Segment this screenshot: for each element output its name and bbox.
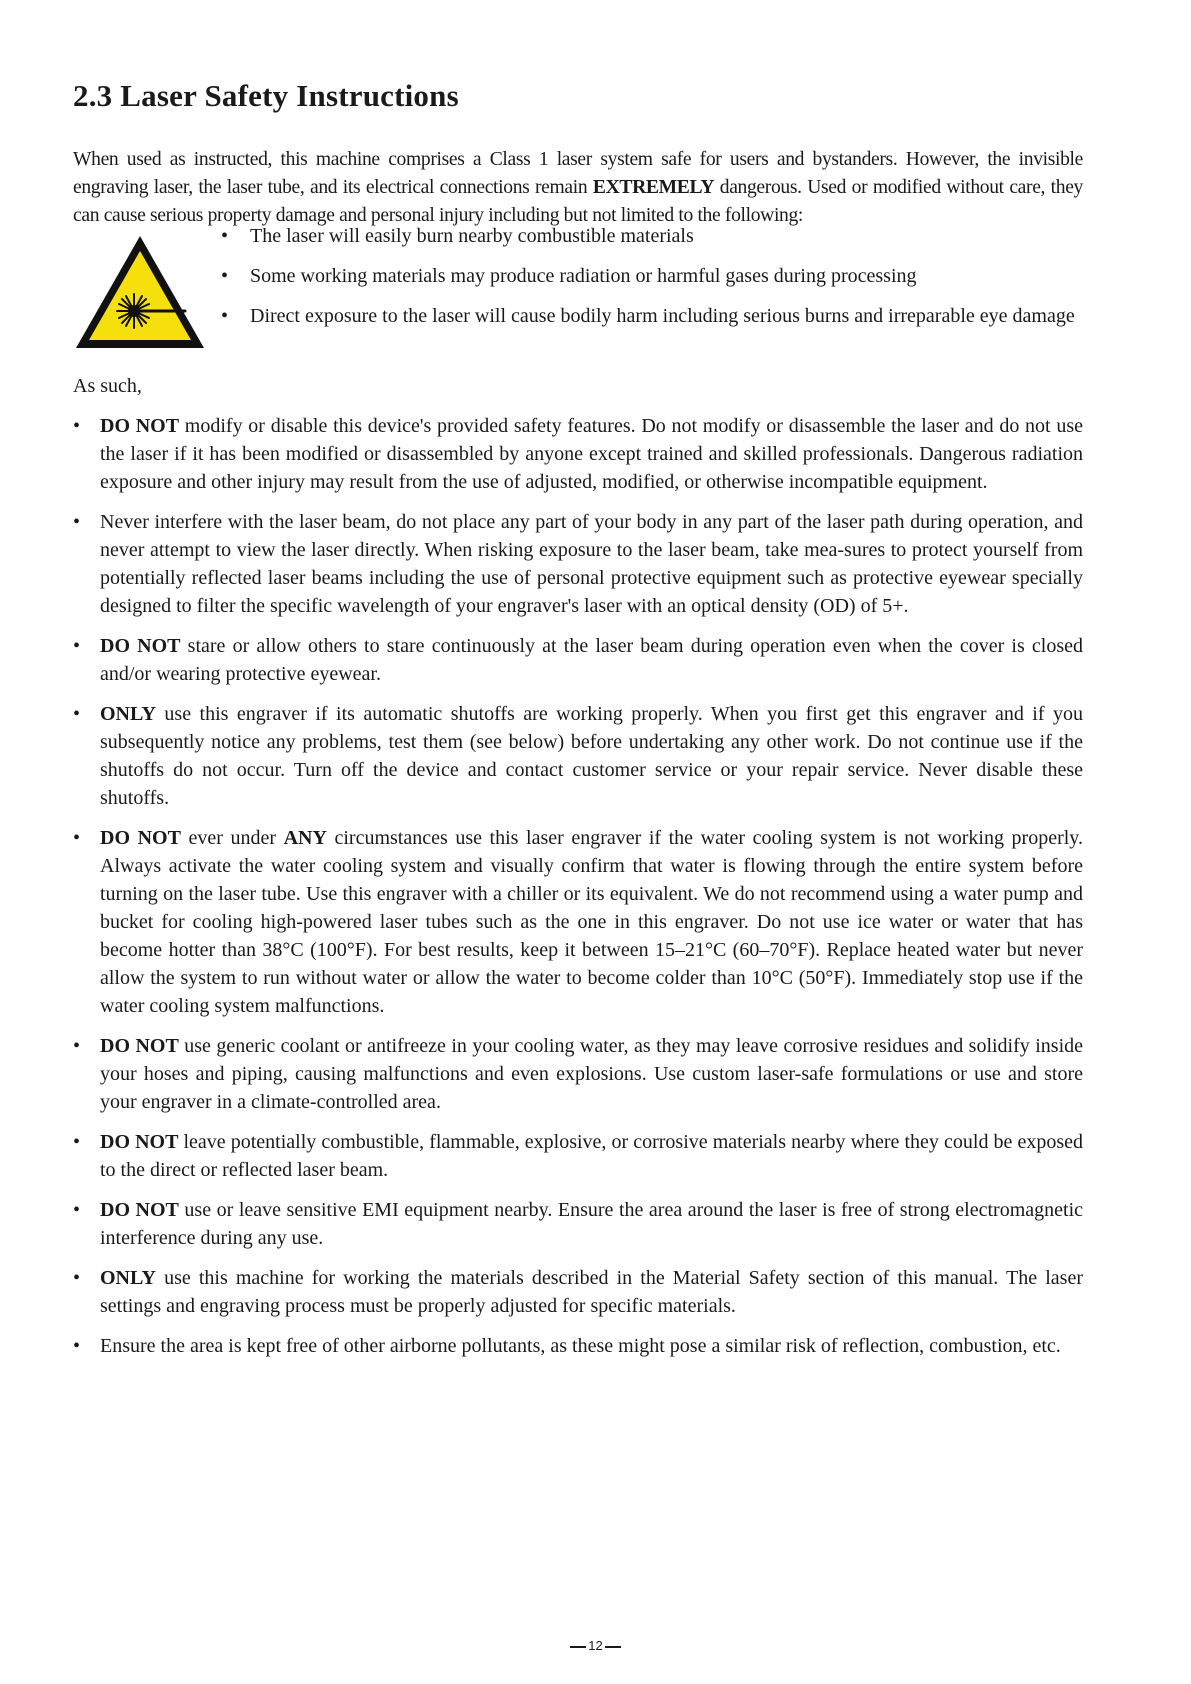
rule-item: [73, 700, 1083, 812]
rule-lead: DO NOT: [100, 635, 181, 657]
rule-lead: ONLY: [100, 703, 156, 725]
rule-item: [73, 1032, 1083, 1116]
rule-item: [73, 824, 1083, 1020]
rule-item: [73, 1332, 1083, 1360]
rule-text-continued: circumstances use this laser engraver if the water cooling system is not working properly. Always activate the water cooling system and visually confirm that water is flowing through the entire system before turning on the laser tube. Use this engraver with a chiller or its equivalent. We do not recommend using a water pump and bucket for cooling high-powered laser tubes such as the one in this engraver. Do not use ice water or water that has become hotter than 38°C (100°F). For best results, keep it between 15–21°C (60–70°F). Replace heated water but never allow the system to run without water or allow the water to become colder than 10°C (50°F). Immediately stop use if the water cooling system malfunctions.: [100, 827, 1083, 1017]
rule-item: [73, 1128, 1083, 1184]
page-number-dash-right: [605, 1646, 621, 1648]
rule-text: use or leave sensitive EMI equipment nearby. Ensure the area around the laser is free of strong electromagnetic interference during any use.: [100, 1199, 1084, 1249]
page-number: [0, 1638, 1191, 1653]
rule-item: [73, 1264, 1083, 1320]
rule-text: stare or allow others to stare continuously at the laser beam during operation even when the cover is closed and/or wearing protective eyewear.: [100, 635, 1083, 685]
rule-text: ever under: [180, 827, 284, 849]
rule-lead: DO NOT: [100, 1199, 179, 1221]
rule-item: [73, 1196, 1083, 1252]
rule-text: use this machine for working the materials described in the Material Safety section of this manual. The laser settings and engraving process must be properly adjusted for specific materials.: [100, 1267, 1083, 1317]
laser-warning-icon: [73, 232, 207, 352]
rule-text: Ensure the area is kept free of other airborne pollutants, as these might pose a similar risk of reflection, combustion, etc.: [100, 1335, 1061, 1357]
section-heading: 2.3 Laser Safety Instructions: [73, 78, 459, 113]
rule-text: use this engraver if its automatic shutoffs are working properly. When you first get this engraver and if you subsequently notice any problems, test them (see below) before undertaking any other work. Do not continue use if the shutoffs do not occur. Turn off the device and contact customer service or your repair service. Never disable these shutoffs.: [100, 703, 1083, 809]
intro-text-before: When used as instructed, this machine comprises a Class 1 laser system safe for users and bystanders. However, the invisible engraving laser, the laser tube, and its electrical connections remain: [73, 148, 1083, 198]
hazard-item: • The laser will easily burn nearby combustible materials: [221, 222, 1083, 250]
intro-paragraph: [73, 146, 1083, 230]
safety-rules-list: [73, 412, 1083, 1372]
rule-lead: DO NOT: [100, 415, 180, 437]
rule-item: [73, 508, 1083, 620]
hazard-item: • Some working materials may produce radiation or harmful gases during processing: [221, 262, 1083, 290]
rule-text: leave potentially combustible, flammable, explosive, or corrosive materials nearby where they could be exposed to the direct or reflected laser beam.: [100, 1131, 1083, 1181]
rule-text: Never interfere with the laser beam, do not place any part of your body in any part of the laser path during operation, and never attempt to view the laser directly. When risking exposure to the laser beam, take mea-sures to protect yourself from potentially reflected laser beams including the use of personal protective equipment such as protective eyewear specially designed to filter the specific wavelength of your engraver's laser with an optical density (OD) of 5+.: [100, 511, 1083, 617]
hazard-list: [221, 222, 1083, 342]
intro-emphasis: EXTREMELY: [592, 176, 715, 198]
rule-lead: DO NOT: [100, 827, 181, 849]
page-number-dash-left: [570, 1646, 586, 1648]
rule-text: use generic coolant or antifreeze in your cooling water, as they may leave corrosive residues and solidify inside your hoses and piping, causing malfunctions and even explosions. Use custom laser-safe formulations or use and store your engraver in a climate-controlled area.: [100, 1035, 1083, 1113]
hazard-block: [73, 222, 1083, 362]
intro-text-after: dangerous. Used or modified without care, they can cause serious property damage and personal injury including but not limited to the following:: [73, 176, 1083, 226]
rule-item: [73, 632, 1083, 688]
rule-item: [73, 412, 1083, 496]
rule-lead: ONLY: [100, 1267, 156, 1289]
hazard-item: • Direct exposure to the laser will cause bodily harm including serious burns and irreparable eye damage: [221, 302, 1083, 330]
rule-lead: DO NOT: [100, 1035, 179, 1057]
laser-warning-triangle-fill: [89, 251, 191, 340]
page-number-value: 12: [588, 1638, 603, 1653]
as-such-text: As such,: [73, 375, 142, 397]
rule-text: modify or disable this device's provided safety features. Do not modify or disassemble the laser and do not use the laser if it has been modified or disassembled by anyone except trained and skilled professionals. Dangerous radiation exposure and other injury may result from the use of adjusted, modified, or otherwise incompatible equipment.: [100, 415, 1084, 493]
rule-lead: DO NOT: [100, 1131, 179, 1153]
rule-lead-secondary: ANY: [283, 827, 327, 849]
